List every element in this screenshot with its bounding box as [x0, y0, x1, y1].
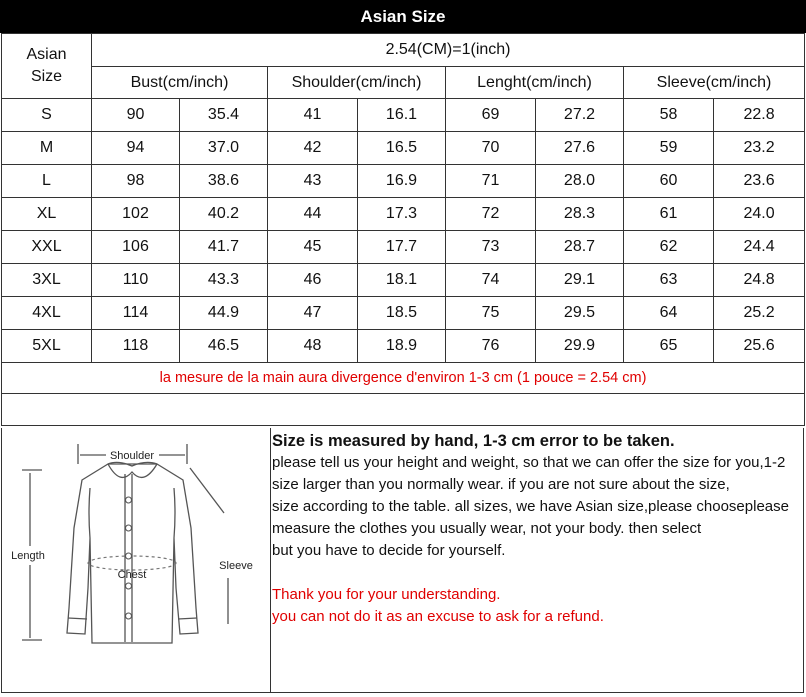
instructions-line-1: please tell us your height and weight, so that we can offer the size for you,1-2 size larger than you normally wear. if you are not sure about the size,	[272, 454, 786, 493]
diagram-label-chest: Chest	[117, 569, 147, 581]
cell-bust-cm: 102	[92, 198, 180, 231]
cell-sleeve-in: 23.6	[714, 165, 805, 198]
cell-shoulder-in: 16.1	[358, 99, 446, 132]
cell-length-cm: 69	[446, 99, 536, 132]
cell-bust-cm: 98	[92, 165, 180, 198]
cell-shoulder-in: 18.5	[358, 297, 446, 330]
cell-sleeve-cm: 61	[624, 198, 714, 231]
cell-bust-cm: 94	[92, 132, 180, 165]
cell-sleeve-in: 23.2	[714, 132, 805, 165]
cell-bust-in: 43.3	[180, 264, 268, 297]
cell-bust-in: 40.2	[180, 198, 268, 231]
instructions-headline: Size is measured by hand, 1-3 cm error to be taken.	[272, 432, 675, 450]
instructions-line-3: but you have to decide for yourself.	[272, 542, 506, 559]
cell-sleeve-cm: 62	[624, 231, 714, 264]
table-row	[2, 297, 805, 330]
cell-shoulder-cm: 48	[268, 330, 358, 363]
cell-shoulder-cm: 45	[268, 231, 358, 264]
cell-sleeve-in: 24.8	[714, 264, 805, 297]
table-row	[2, 264, 805, 297]
cell-size: XL	[2, 198, 92, 231]
size-header: Asian Size	[2, 34, 92, 99]
cell-shoulder-in: 16.5	[358, 132, 446, 165]
cell-size: S	[2, 99, 92, 132]
cell-sleeve-cm: 63	[624, 264, 714, 297]
cell-shoulder-cm: 41	[268, 99, 358, 132]
cell-length-in: 29.1	[536, 264, 624, 297]
cell-sleeve-in: 25.2	[714, 297, 805, 330]
thanks-text: Thank you for your understanding.	[272, 586, 501, 603]
cell-bust-in: 37.0	[180, 132, 268, 165]
cell-size: 4XL	[2, 297, 92, 330]
cell-size: 3XL	[2, 264, 92, 297]
column-header-bust: Bust(cm/inch)	[92, 67, 268, 99]
refund-text: you can not do it as an excuse to ask for a refund.	[272, 608, 604, 625]
cell-length-in: 27.2	[536, 99, 624, 132]
cell-length-in: 29.9	[536, 330, 624, 363]
cell-sleeve-in: 22.8	[714, 99, 805, 132]
diagram-label-shoulder: Shoulder	[109, 450, 155, 462]
table-row	[2, 165, 805, 198]
cell-length-in: 27.6	[536, 132, 624, 165]
table-row	[2, 198, 805, 231]
conversion-header: 2.54(CM)=1(inch)	[92, 34, 805, 67]
cell-length-cm: 76	[446, 330, 536, 363]
cell-bust-cm: 106	[92, 231, 180, 264]
size-table	[1, 33, 805, 426]
measurement-diagram	[2, 428, 271, 692]
cell-length-cm: 75	[446, 297, 536, 330]
shirt-diagram	[2, 428, 270, 692]
cell-bust-cm: 114	[92, 297, 180, 330]
measurement-instructions	[272, 430, 802, 628]
cell-bust-in: 41.7	[180, 231, 268, 264]
cell-sleeve-cm: 60	[624, 165, 714, 198]
cell-size: XXL	[2, 231, 92, 264]
column-header-shoulder: Shoulder(cm/inch)	[268, 67, 446, 99]
cell-sleeve-cm: 65	[624, 330, 714, 363]
cell-shoulder-in: 16.9	[358, 165, 446, 198]
table-row	[2, 132, 805, 165]
blank-row	[2, 394, 805, 426]
measurement-note: la mesure de la main aura divergence d'environ 1-3 cm (1 pouce = 2.54 cm)	[2, 363, 805, 394]
cell-bust-in: 44.9	[180, 297, 268, 330]
instructions-line-2: size according to the table. all sizes, we have Asian size,please chooseplease measure the clothes you usually wear, not your body. then select	[272, 498, 789, 537]
cell-shoulder-in: 18.1	[358, 264, 446, 297]
diagram-label-sleeve: Sleeve	[219, 560, 253, 572]
column-header-sleeve: Sleeve(cm/inch)	[624, 67, 805, 99]
cell-size: L	[2, 165, 92, 198]
cell-size: M	[2, 132, 92, 165]
cell-length-in: 29.5	[536, 297, 624, 330]
cell-bust-in: 46.5	[180, 330, 268, 363]
measurement-info-section	[1, 428, 804, 693]
table-row	[2, 99, 805, 132]
cell-length-in: 28.3	[536, 198, 624, 231]
cell-length-cm: 73	[446, 231, 536, 264]
column-header-length: Lenght(cm/inch)	[446, 67, 624, 99]
cell-shoulder-cm: 42	[268, 132, 358, 165]
cell-length-in: 28.0	[536, 165, 624, 198]
cell-sleeve-cm: 64	[624, 297, 714, 330]
table-row	[2, 231, 805, 264]
diagram-label-length: Length	[11, 550, 45, 562]
cell-shoulder-cm: 44	[268, 198, 358, 231]
cell-bust-cm: 90	[92, 99, 180, 132]
cell-bust-cm: 110	[92, 264, 180, 297]
cell-shoulder-cm: 47	[268, 297, 358, 330]
cell-bust-in: 35.4	[180, 99, 268, 132]
cell-length-cm: 74	[446, 264, 536, 297]
cell-sleeve-in: 25.6	[714, 330, 805, 363]
cell-shoulder-cm: 46	[268, 264, 358, 297]
page-title: Asian Size	[0, 0, 806, 33]
cell-bust-in: 38.6	[180, 165, 268, 198]
cell-length-cm: 71	[446, 165, 536, 198]
size-rows	[2, 99, 805, 363]
cell-sleeve-cm: 59	[624, 132, 714, 165]
cell-sleeve-in: 24.0	[714, 198, 805, 231]
cell-sleeve-in: 24.4	[714, 231, 805, 264]
cell-shoulder-in: 17.3	[358, 198, 446, 231]
cell-size: 5XL	[2, 330, 92, 363]
cell-length-in: 28.7	[536, 231, 624, 264]
table-row	[2, 330, 805, 363]
cell-bust-cm: 118	[92, 330, 180, 363]
cell-shoulder-in: 17.7	[358, 231, 446, 264]
cell-shoulder-cm: 43	[268, 165, 358, 198]
cell-shoulder-in: 18.9	[358, 330, 446, 363]
cell-sleeve-cm: 58	[624, 99, 714, 132]
cell-length-cm: 72	[446, 198, 536, 231]
cell-length-cm: 70	[446, 132, 536, 165]
